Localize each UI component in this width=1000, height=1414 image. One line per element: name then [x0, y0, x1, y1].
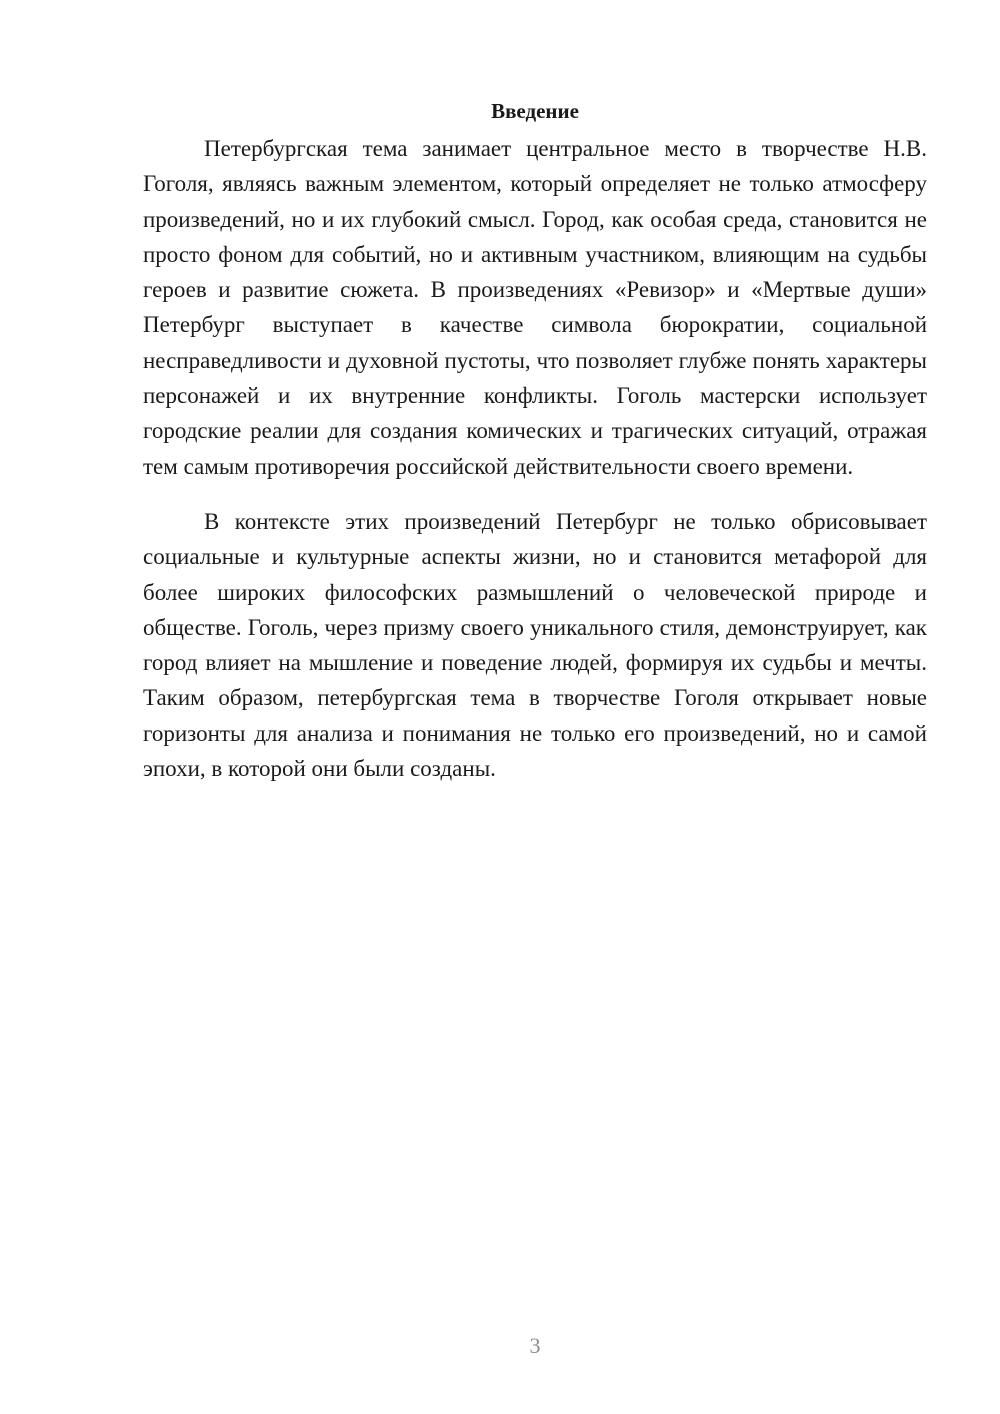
page-content — [143, 96, 927, 786]
section-heading: Введение — [491, 99, 579, 123]
page-number: 3 — [529, 1333, 541, 1358]
paragraph-2: В контексте этих произведений Петербург не только обрисовывает социальные и культурные аспекты жизни, но и становится метафорой для более широких философских размышлений о человеческой природе и обществе. Гоголь, через призму своего уникального стиля, демонструирует, как город влияет на мышление и поведение людей, формируя их судьбы и мечты. Таким образом, петербургская тема в творчестве Гоголя открывает новые горизонты для анализа и понимания не только его произведений, но и самой эпохи, в которой они были созданы. — [143, 508, 927, 782]
paragraph-1: Петербургская тема занимает центральное место в творчестве Н.В. Гоголя, являясь важным элементом, который определяет не только атмосферу произведений, но и их глубокий смысл. Город, как особая среда, становится не просто фоном для событий, но и активным участником, влияющим на судьбы героев и развитие сюжета. В произведениях «Ревизор» и «Мертвые души» Петербург выступает в качестве символа бюрократии, социальной несправедливости и духовной пустоты, что позволяет глубже понять характеры персонажей и их внутренние конфликты. Гоголь мастерски использует городские реалии для создания комических и трагических ситуаций, отражая тем самым противоречия российской действительности своего времени. — [143, 136, 927, 479]
